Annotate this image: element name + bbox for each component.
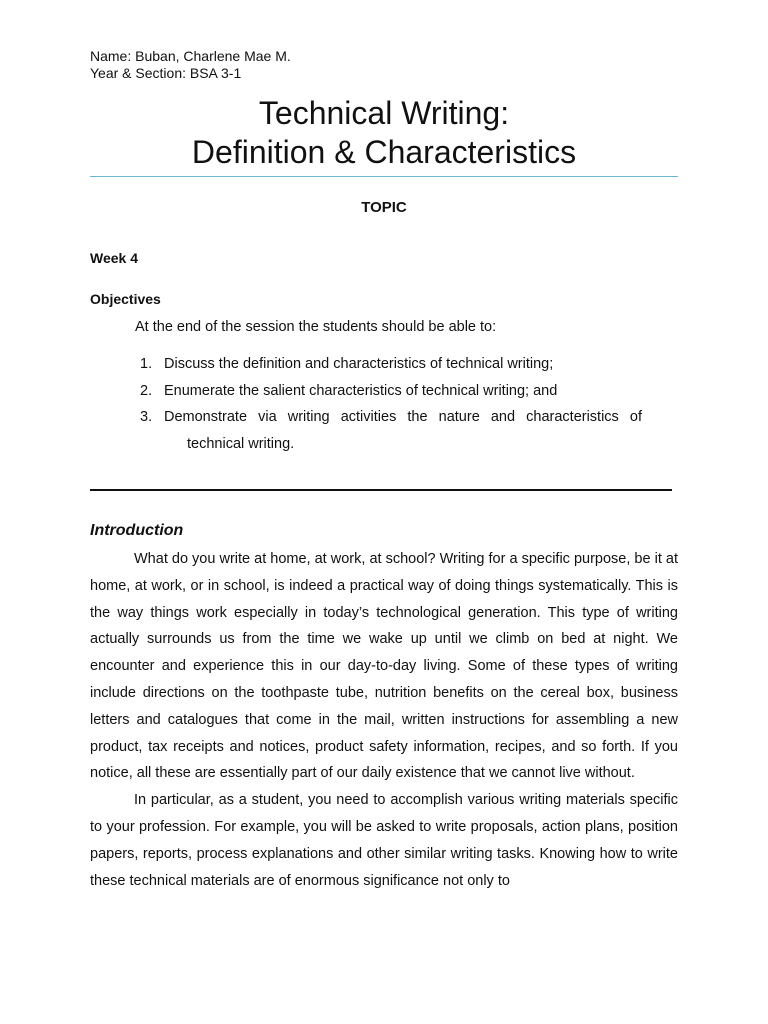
objectives-heading: Objectives	[90, 291, 161, 307]
introduction-body	[90, 546, 678, 894]
introduction-paragraph: In particular, as a student, you need to accomplish various writing materials specific to your profession. For example, you will be asked to write proposals, action plans, position papers, reports, process explanations and other similar writing tasks. Knowing how to write these technical materials are of enormous significance not only to	[90, 792, 678, 889]
introduction-paragraph: What do you write at home, at work, at school? Writing for a specific purpose, be it at home, at work, or in school, is indeed a practical way of doing things systematically. This is the way things work especially in today’s technological generation. This type of writing actually surrounds us from the time we wake up until we climb on bed at night. We encounter and experience this in our day-to-day living. Some of these types of writing include directions on the toothpaste tube, nutrition benefits on the cereal box, business letters and catalogues that come in the mail, written instructions for assembling a new product, tax receipts and notices, product safety information, recipes, and so forth. If you notice, all these are essentially part of our daily existence that we cannot live without.	[90, 551, 678, 782]
objective-text-continued: technical writing.	[187, 436, 295, 452]
objective-text: Discuss the definition and characteristics of technical writing;	[164, 356, 554, 372]
student-name: Name: Buban, Charlene Mae M.	[90, 48, 291, 64]
title-line-2: Definition & Characteristics	[191, 134, 577, 170]
objective-text: Enumerate the salient characteristics of technical writing; and	[164, 383, 558, 399]
title-line-1: Technical Writing:	[258, 95, 510, 131]
objective-item	[140, 409, 642, 425]
year-section: Year & Section: BSA 3-1	[90, 65, 242, 81]
objective-item	[140, 356, 642, 372]
section-divider	[90, 489, 672, 491]
objectives-intro: At the end of the session the students should be able to:	[135, 319, 497, 335]
objective-number: 1.	[140, 356, 153, 372]
objective-number: 2.	[140, 383, 153, 399]
title-divider	[90, 176, 678, 177]
objective-text: Demonstrate via writing activities the nature and characteristics of	[164, 409, 642, 425]
objective-number: 3.	[140, 409, 153, 425]
topic-label: TOPIC	[361, 199, 407, 216]
introduction-heading: Introduction	[90, 522, 184, 539]
objective-item	[140, 383, 642, 399]
week-label: Week 4	[90, 250, 138, 266]
